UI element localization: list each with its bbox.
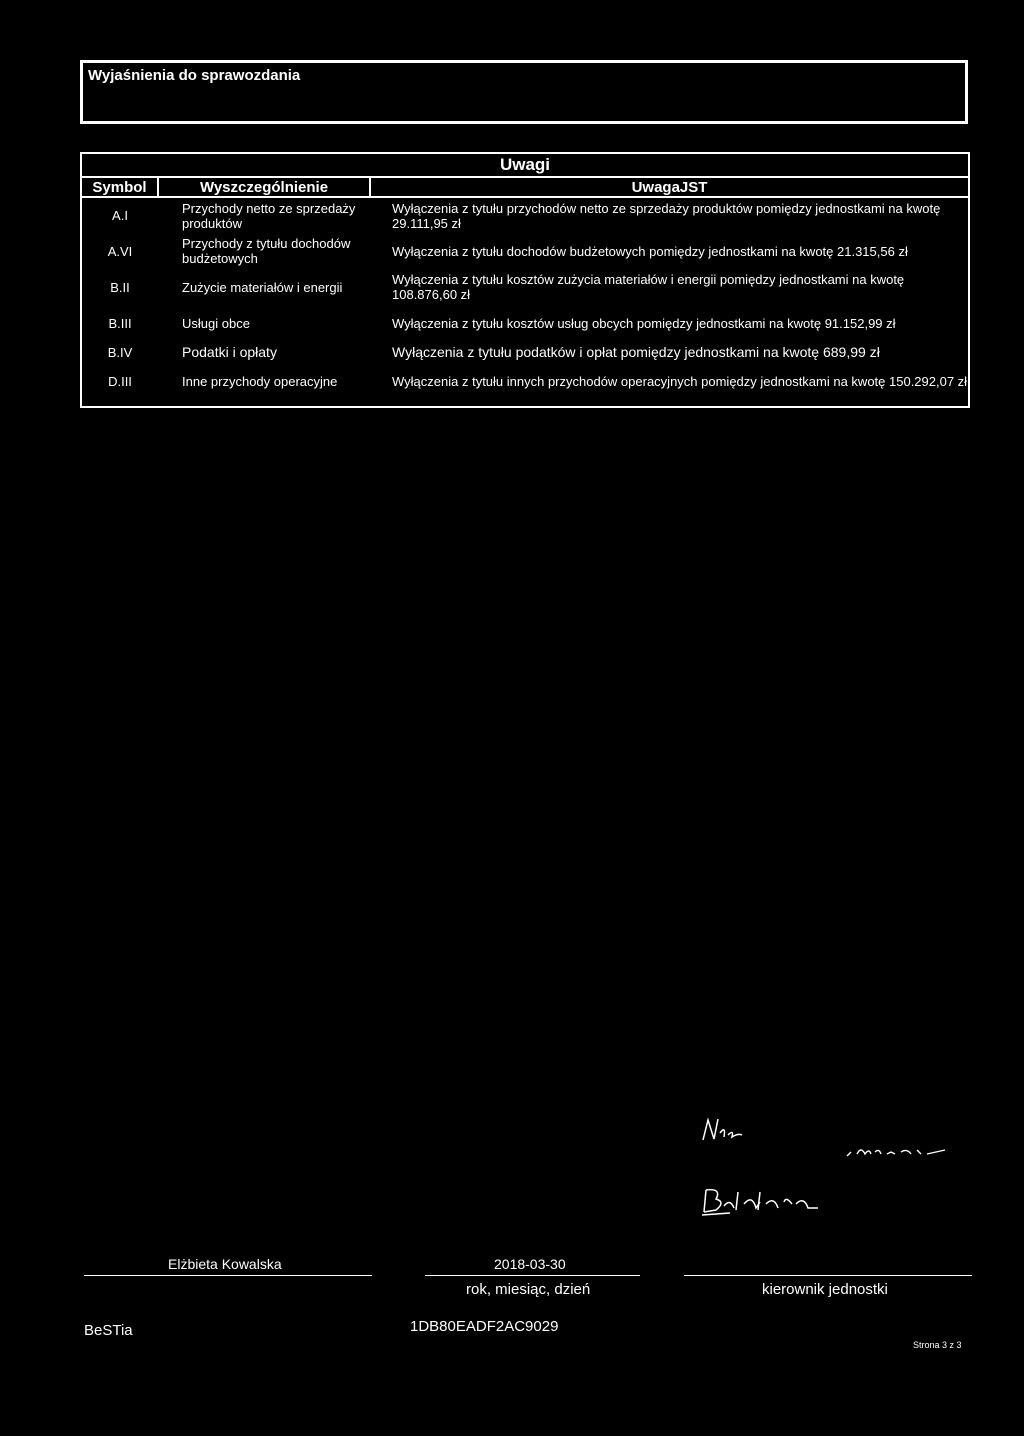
table-row: [82, 233, 968, 269]
signature-initials: [700, 1115, 760, 1145]
explanations-box: [80, 60, 968, 124]
explanations-title: Wyjaśnienia do sprawozdania: [88, 67, 301, 84]
table-row: [82, 197, 968, 233]
row-description: Usługi obce: [182, 315, 250, 331]
row-symbol: B.II: [110, 279, 130, 295]
table-row: [82, 341, 968, 363]
col-description: Wyszczególnienie: [158, 177, 370, 197]
signature-barbara: [700, 1182, 840, 1218]
row-description: Przychody z tytułu dochodów budżetowych: [182, 236, 351, 266]
row-symbol: D.III: [108, 373, 132, 389]
row-symbol: B.III: [108, 315, 132, 331]
row-note: Wyłączenia z tytułu kosztów zużycia materiałów i energii pomiędzy jednostkami na kwotę 108.876,60 zł: [392, 272, 905, 302]
row-description: Zużycie materiałów i energii: [182, 279, 343, 295]
preparer-name: Elżbieta Kowalska: [168, 1256, 282, 1272]
row-note: Wyłączenia z tytułu innych przychodów operacyjnych pomiędzy jednostkami na kwotę 150.292,07 zł: [392, 373, 968, 389]
date-label: rok, miesiąc, dzień: [466, 1281, 591, 1298]
col-note: UwagaJST: [370, 177, 968, 197]
col-symbol: Symbol: [82, 177, 158, 197]
head-line: [684, 1275, 972, 1276]
date-line: [425, 1275, 640, 1276]
software-name: BeSTia: [84, 1322, 133, 1339]
table-row: [82, 269, 968, 305]
row-symbol: A.VI: [107, 243, 133, 259]
row-note: Wyłączenia z tytułu podatków i opłat pomiędzy jednostkami na kwotę 689,99 zł: [392, 343, 880, 360]
notes-table: [80, 152, 970, 408]
signature-scribble: [845, 1140, 955, 1162]
table-row: [82, 363, 968, 399]
report-date: 2018-03-30: [494, 1256, 566, 1272]
row-description: Podatki i opłaty: [182, 343, 277, 360]
document-id: 1DB80EADF2AC9029: [410, 1318, 559, 1335]
preparer-line: [84, 1275, 372, 1276]
row-note: Wyłączenia z tytułu przychodów netto ze sprzedaży produktów pomiędzy jednostkami na kwotę 29.111,95 zł: [392, 200, 941, 231]
row-symbol: A.I: [112, 208, 128, 223]
table-row: [82, 305, 968, 341]
row-symbol: B.IV: [107, 344, 133, 360]
uwagi-header: Uwagi: [82, 154, 968, 177]
row-description: Inne przychody operacyjne: [182, 373, 338, 389]
row-description: Przychody netto ze sprzedaży produktów: [182, 200, 356, 231]
page-number: Strona 3 z 3: [913, 1340, 962, 1350]
row-note: Wyłączenia z tytułu dochodów budżetowych pomiędzy jednostkami na kwotę 21.315,56 zł: [392, 243, 908, 259]
row-note: Wyłączenia z tytułu kosztów usług obcych pomiędzy jednostkami na kwotę 91.152,99 zł: [392, 315, 896, 331]
head-label: kierownik jednostki: [762, 1281, 888, 1298]
